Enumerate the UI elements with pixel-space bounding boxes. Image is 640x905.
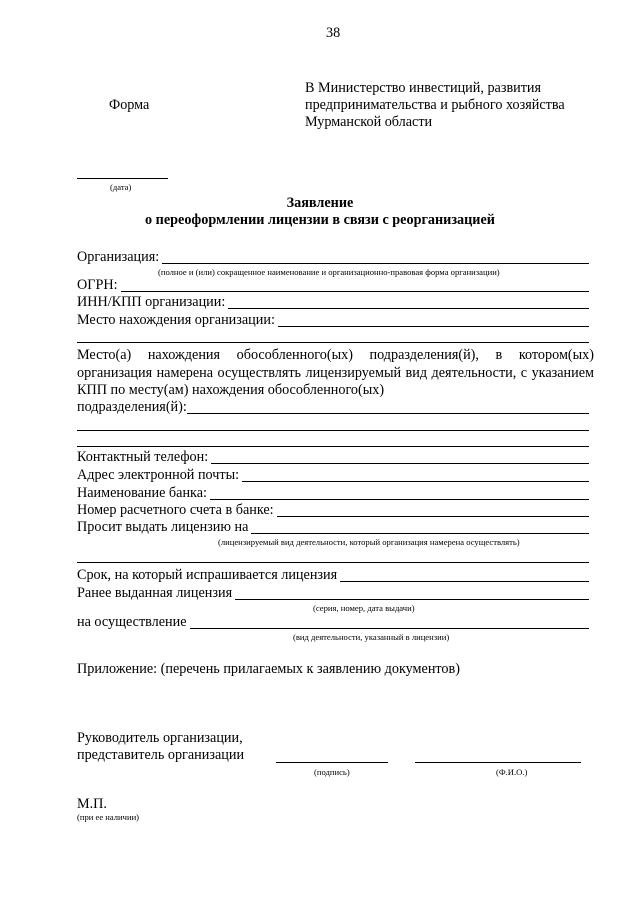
ogrn-input[interactable]	[121, 278, 589, 292]
activity-row	[77, 614, 589, 631]
request-input[interactable]	[251, 520, 589, 534]
branch-paragraph	[77, 347, 594, 400]
activity-hint: (вид деятельности, указанный в лицензии)	[293, 632, 450, 642]
previous-label: Ранее выданная лицензия	[77, 585, 233, 601]
addressee-line-2: предпринимательства и рыбного хозяйства	[305, 97, 565, 113]
addressee-line-1: В Министерство инвестиций, развития	[305, 80, 542, 96]
location-label: Место нахождения организации:	[77, 312, 275, 328]
email-row	[77, 467, 589, 484]
location-extra-line[interactable]	[77, 342, 589, 343]
bank-label: Наименование банка:	[77, 485, 207, 501]
location-row	[77, 312, 589, 329]
previous-hint: (серия, номер, дата выдачи)	[313, 603, 415, 613]
form-label: Форма	[109, 97, 150, 113]
location-input[interactable]	[278, 313, 589, 327]
activity-input[interactable]	[190, 615, 589, 629]
name-caption: (Ф.И.О.)	[496, 767, 528, 777]
date-caption: (дата)	[110, 182, 132, 192]
inn-kpp-label: ИНН/КПП организации:	[77, 294, 226, 310]
inn-kpp-input[interactable]	[228, 295, 589, 309]
branch-input[interactable]	[187, 400, 589, 414]
signer-line-1: Руководитель организации,	[77, 730, 243, 746]
activity-label: на осуществление	[77, 614, 187, 630]
email-label: Адрес электронной почты:	[77, 467, 240, 483]
document-title: Заявление	[286, 195, 354, 211]
previous-input[interactable]	[235, 586, 589, 600]
term-label: Срок, на который испрашивается лицензия	[77, 567, 338, 583]
page-number: 38	[326, 25, 341, 41]
attachment-text: Приложение: (перечень прилагаемых к заявлению документов)	[77, 661, 460, 677]
organization-hint: (полное и (или) сокращенное наименование и организационно-правовая форма организации)	[158, 267, 500, 277]
stamp-caption: (при ее наличии)	[77, 812, 140, 822]
account-input[interactable]	[277, 503, 589, 517]
signer-line-2: представитель организации	[77, 747, 245, 763]
organization-input[interactable]	[162, 250, 589, 264]
phone-input[interactable]	[211, 450, 589, 464]
organization-label: Организация:	[77, 249, 160, 265]
name-line[interactable]	[415, 762, 581, 763]
email-input[interactable]	[242, 468, 589, 482]
account-label: Номер расчетного счета в банке:	[77, 502, 274, 518]
ogrn-row	[77, 277, 589, 294]
phone-label: Контактный телефон:	[77, 449, 209, 465]
branch-label: подразделения(й):	[77, 399, 187, 415]
previous-row	[77, 585, 589, 602]
organization-row	[77, 249, 589, 266]
signature-line[interactable]	[276, 762, 388, 763]
branch-paragraph-text: Место(а) нахождения обособленного(ых) подразделения(й), в котором(ых) организация намерена осуществлять лицензируемый вид деятельности, с указанием КПП по месту(ам) нахождения обособленного(ых)	[77, 347, 594, 398]
branch-extra-line-1[interactable]	[77, 430, 589, 431]
term-row	[77, 567, 589, 584]
request-extra-line[interactable]	[77, 562, 589, 563]
request-hint: (лицензируемый вид деятельности, который организация намерена осуществлять)	[218, 537, 520, 547]
request-row	[77, 519, 589, 536]
stamp-label: М.П.	[77, 796, 107, 812]
signature-caption: (подпись)	[314, 767, 350, 777]
inn-kpp-row	[77, 294, 589, 311]
document-subtitle: о переоформлении лицензии в связи с реорганизацией	[145, 212, 495, 228]
request-label: Просит выдать лицензию на	[77, 519, 249, 535]
branch-extra-line-2[interactable]	[77, 446, 589, 447]
date-line[interactable]	[77, 178, 168, 179]
bank-row	[77, 485, 589, 502]
branch-row	[77, 399, 589, 416]
account-row	[77, 502, 589, 519]
addressee-line-3: Мурманской области	[305, 114, 433, 130]
bank-input[interactable]	[210, 486, 589, 500]
phone-row	[77, 449, 589, 466]
ogrn-label: ОГРН:	[77, 277, 118, 293]
term-input[interactable]	[340, 568, 589, 582]
